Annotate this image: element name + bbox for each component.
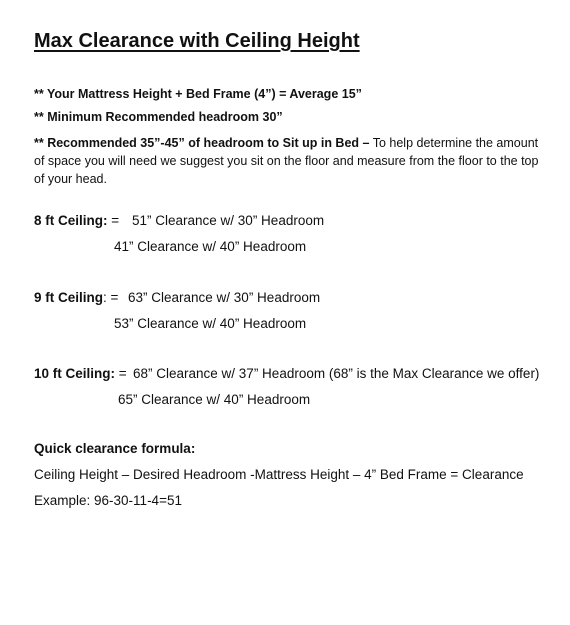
formula-equation: Ceiling Height – Desired Headroom -Mattress Height – 4” Bed Frame = Clearance <box>34 467 524 482</box>
ceiling-9ft-row <box>34 290 118 305</box>
ceiling-9ft-separator: : = <box>103 290 119 305</box>
ceiling-10ft-line-1: 68” Clearance w/ 37” Headroom (68” is the Max Clearance we offer) <box>133 366 540 381</box>
ceiling-9ft-label: 9 ft Ceiling <box>34 290 104 305</box>
ceiling-10ft-separator: = <box>115 366 127 381</box>
ceiling-8ft-separator: = <box>107 213 120 228</box>
recommended-headroom-text: To help determine the amount of space you will need we suggest you sit on the floor and measure from the floor to the top of your head. <box>34 136 539 186</box>
ceiling-10ft-row <box>34 366 127 381</box>
formula-heading: Quick clearance formula: <box>34 441 196 456</box>
ceiling-10ft-line-2: 65” Clearance w/ 40” Headroom <box>118 392 311 407</box>
formula-example: Example: 96-30-11-4=51 <box>34 493 182 508</box>
ceiling-8ft-line-1: 51” Clearance w/ 30” Headroom <box>132 213 325 228</box>
minimum-headroom-note: ** Minimum Recommended headroom 30” <box>34 110 283 124</box>
ceiling-9ft-line-1: 63” Clearance w/ 30” Headroom <box>128 290 321 305</box>
ceiling-8ft-label: 8 ft Ceiling: <box>34 213 108 228</box>
page-title: Max Clearance with Ceiling Height <box>34 30 360 52</box>
mattress-height-note: ** Your Mattress Height + Bed Frame (4”) = Average 15” <box>34 87 362 101</box>
ceiling-9ft-line-2: 53” Clearance w/ 40” Headroom <box>114 316 307 331</box>
ceiling-10ft-label: 10 ft Ceiling: <box>34 366 116 381</box>
recommended-headroom-heading: ** Recommended 35”-45” of headroom to Sit up in Bed – <box>34 136 370 150</box>
ceiling-8ft-line-2: 41” Clearance w/ 40” Headroom <box>114 239 307 254</box>
ceiling-8ft-row <box>34 213 119 228</box>
recommended-headroom-note <box>34 134 546 188</box>
